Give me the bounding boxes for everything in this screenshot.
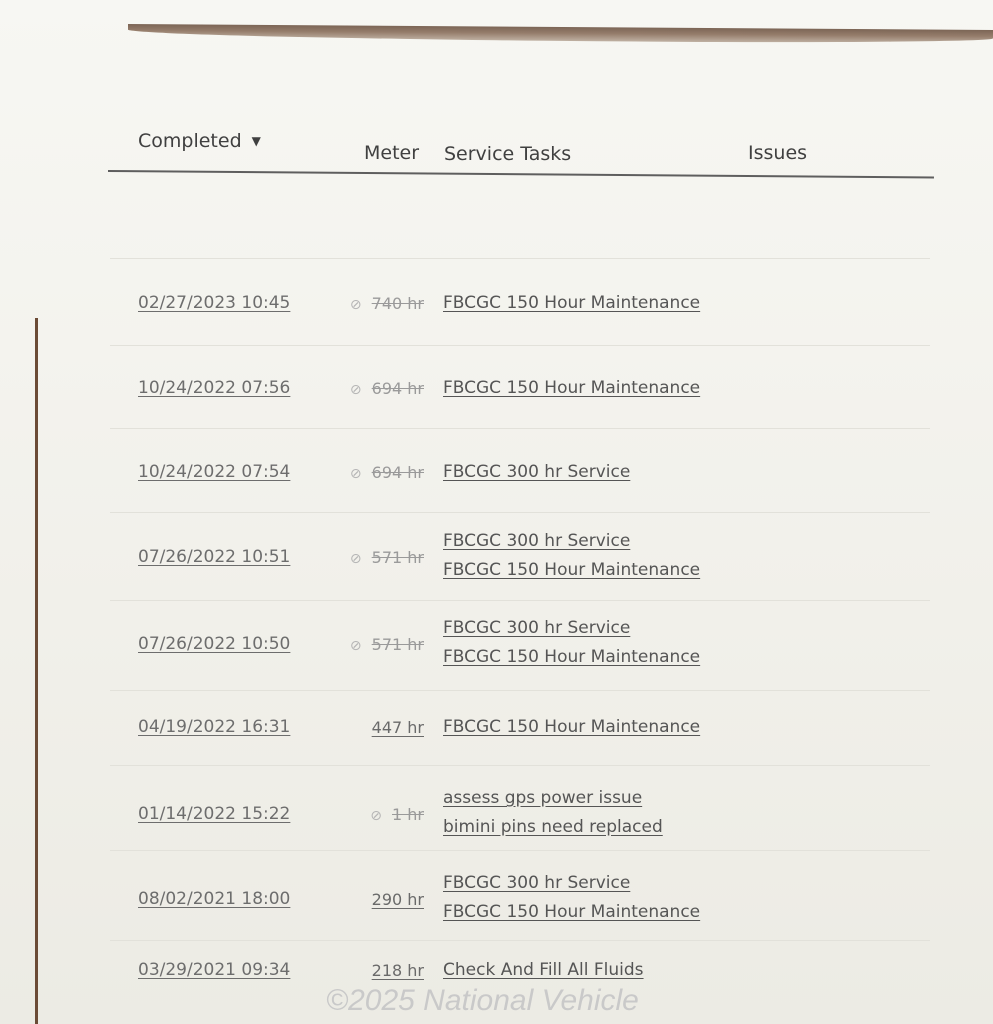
- service-tasks-cell: [443, 614, 700, 672]
- completed-date-link[interactable]: 03/29/2021 09:34: [138, 960, 291, 980]
- void-meter-icon: ⊘: [349, 551, 362, 567]
- completed-date-link[interactable]: 10/24/2022 07:56: [138, 378, 291, 398]
- watermark: ©2025 National Vehicle: [326, 984, 639, 1017]
- meter-value: 571 hr: [371, 635, 424, 654]
- column-header-service-tasks[interactable]: Service Tasks: [444, 143, 572, 165]
- row-divider: [110, 600, 930, 601]
- caret-down-icon[interactable]: ▼: [251, 134, 261, 148]
- service-task-link[interactable]: FBCGC 150 Hour Maintenance: [443, 902, 701, 922]
- meter-reading: [350, 379, 424, 398]
- service-tasks-cell: [443, 784, 663, 842]
- completed-date-link[interactable]: 01/14/2022 15:22: [138, 804, 291, 824]
- meter-value: 694 hr: [371, 379, 424, 398]
- meter-value: 218 hr: [371, 961, 424, 980]
- completed-date-link[interactable]: 08/02/2021 18:00: [138, 889, 291, 909]
- completed-date-link[interactable]: 10/24/2022 07:54: [138, 462, 291, 482]
- void-meter-icon: ⊘: [370, 808, 383, 824]
- meter-reading[interactable]: [372, 718, 424, 737]
- meter-reading: [370, 805, 424, 824]
- meter-reading: [350, 463, 424, 482]
- row-divider: [110, 765, 930, 766]
- service-task-link[interactable]: Check And Fill All Fluids: [443, 960, 644, 980]
- service-tasks-cell: [443, 458, 630, 487]
- service-task-link[interactable]: bimini pins need replaced: [443, 817, 663, 837]
- row-divider: [110, 940, 930, 941]
- service-task-link[interactable]: FBCGC 150 Hour Maintenance: [443, 293, 701, 313]
- service-task-link[interactable]: FBCGC 300 hr Service: [443, 531, 631, 551]
- meter-value: 447 hr: [371, 718, 424, 737]
- service-task-link[interactable]: FBCGC 300 hr Service: [443, 462, 631, 482]
- meter-reading: [350, 548, 424, 567]
- meter-value: 290 hr: [371, 890, 424, 909]
- row-divider: [110, 345, 930, 346]
- void-meter-icon: ⊘: [349, 297, 362, 313]
- service-tasks-cell: [443, 527, 700, 585]
- row-divider: [110, 850, 930, 851]
- column-header-completed-label: Completed: [138, 130, 242, 152]
- completed-date-link[interactable]: 07/26/2022 10:51: [138, 547, 291, 567]
- completed-date-link[interactable]: 07/26/2022 10:50: [138, 634, 291, 654]
- row-divider: [110, 690, 930, 691]
- service-task-link[interactable]: FBCGC 150 Hour Maintenance: [443, 378, 701, 398]
- row-divider: [110, 258, 930, 259]
- service-task-link[interactable]: FBCGC 150 Hour Maintenance: [443, 717, 701, 737]
- row-divider: [110, 428, 930, 429]
- service-tasks-cell: [443, 374, 700, 403]
- meter-reading: [350, 635, 424, 654]
- service-task-link[interactable]: FBCGC 150 Hour Maintenance: [443, 560, 701, 580]
- service-task-link[interactable]: FBCGC 300 hr Service: [443, 618, 631, 638]
- service-task-link[interactable]: assess gps power issue: [443, 788, 643, 808]
- service-tasks-cell: [443, 289, 700, 318]
- service-tasks-cell: [443, 869, 700, 927]
- void-meter-icon: ⊘: [349, 466, 362, 482]
- meter-reading[interactable]: [372, 961, 424, 980]
- completed-date-link[interactable]: 04/19/2022 16:31: [138, 717, 291, 737]
- meter-value: 571 hr: [371, 548, 424, 567]
- column-header-meter[interactable]: Meter: [364, 142, 420, 164]
- void-meter-icon: ⊘: [349, 638, 362, 654]
- column-header-issues[interactable]: Issues: [748, 142, 808, 164]
- service-task-link[interactable]: FBCGC 300 hr Service: [443, 873, 631, 893]
- service-tasks-cell: [443, 956, 644, 985]
- service-tasks-cell: [443, 713, 700, 742]
- completed-date-link[interactable]: 02/27/2023 10:45: [138, 293, 291, 313]
- meter-reading: [350, 294, 424, 313]
- meter-reading[interactable]: [372, 890, 424, 909]
- meter-value: 694 hr: [371, 463, 424, 482]
- meter-value: 1 hr: [392, 805, 424, 824]
- service-task-link[interactable]: FBCGC 150 Hour Maintenance: [443, 647, 701, 667]
- meter-value: 740 hr: [371, 294, 424, 313]
- void-meter-icon: ⊘: [349, 382, 362, 398]
- row-divider: [110, 512, 930, 513]
